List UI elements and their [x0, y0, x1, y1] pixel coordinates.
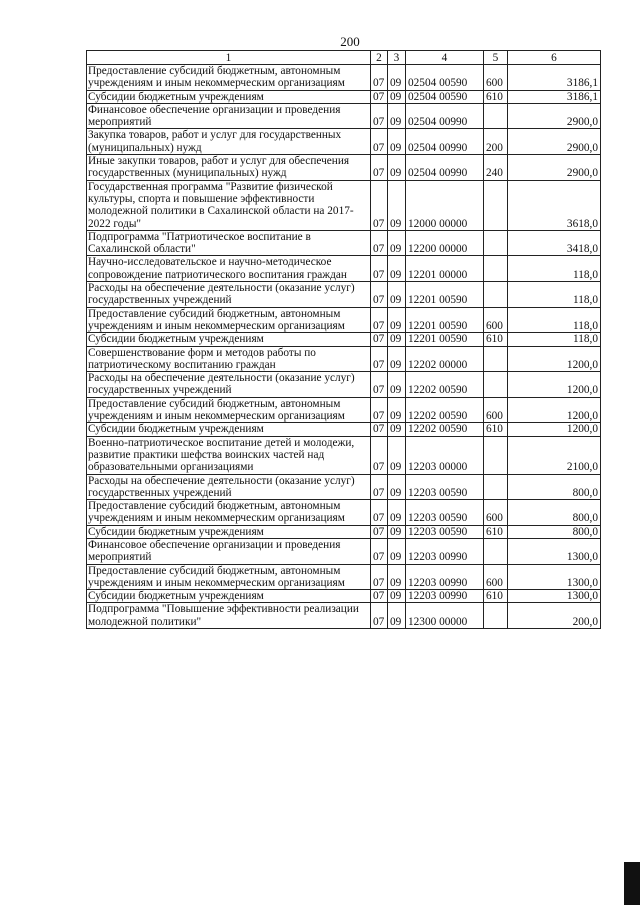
cell-code: 02504 00990 — [406, 103, 484, 129]
cell-sec: 07 — [371, 525, 388, 538]
cell-amount: 3618,0 — [508, 180, 601, 230]
cell-amount: 1200,0 — [508, 397, 601, 423]
cell-code: 02504 00590 — [406, 65, 484, 91]
cell-type: 610 — [484, 90, 508, 103]
cell-type: 610 — [484, 423, 508, 436]
budget-table — [86, 50, 601, 629]
cell-sub: 09 — [388, 307, 406, 333]
cell-type — [484, 372, 508, 398]
column-header: 2 — [371, 51, 388, 65]
cell-name: Закупка товаров, работ и услуг для государственных (муниципальных) нужд — [87, 129, 371, 155]
cell-amount: 800,0 — [508, 525, 601, 538]
cell-name: Субсидии бюджетным учреждениям — [87, 333, 371, 346]
cell-sec: 07 — [371, 103, 388, 129]
cell-sec: 07 — [371, 603, 388, 629]
cell-type: 610 — [484, 333, 508, 346]
cell-amount: 3186,1 — [508, 90, 601, 103]
cell-code: 12203 00990 — [406, 538, 484, 564]
cell-code: 12300 00000 — [406, 603, 484, 629]
table-row — [87, 333, 601, 346]
cell-type: 610 — [484, 590, 508, 603]
cell-sec: 07 — [371, 538, 388, 564]
table-row — [87, 564, 601, 590]
cell-sub: 09 — [388, 423, 406, 436]
cell-sec: 07 — [371, 307, 388, 333]
cell-code: 12203 00990 — [406, 564, 484, 590]
cell-type: 600 — [484, 307, 508, 333]
cell-type — [484, 230, 508, 256]
page-number: 200 — [340, 34, 360, 49]
cell-amount: 3418,0 — [508, 230, 601, 256]
cell-sub: 09 — [388, 129, 406, 155]
cell-name: Предоставление субсидий бюджетным, автономным учреждениям и иным некоммерческим организациям — [87, 564, 371, 590]
cell-name: Научно-исследовательское и научно-методическое сопровождение патриотического воспитания граждан — [87, 256, 371, 282]
cell-amount: 118,0 — [508, 256, 601, 282]
cell-type: 600 — [484, 397, 508, 423]
cell-sub: 09 — [388, 282, 406, 308]
table-row — [87, 474, 601, 500]
table-row — [87, 155, 601, 181]
cell-type: 200 — [484, 129, 508, 155]
table-row — [87, 397, 601, 423]
cell-sec: 07 — [371, 500, 388, 526]
cell-type — [484, 103, 508, 129]
cell-code: 12201 00590 — [406, 307, 484, 333]
cell-type: 600 — [484, 564, 508, 590]
cell-name: Расходы на обеспечение деятельности (оказание услуг) государственных учреждений — [87, 282, 371, 308]
cell-code: 12203 00990 — [406, 590, 484, 603]
table-row — [87, 423, 601, 436]
cell-amount: 1200,0 — [508, 346, 601, 372]
cell-amount: 2900,0 — [508, 103, 601, 129]
cell-amount: 3186,1 — [508, 65, 601, 91]
cell-type — [484, 603, 508, 629]
cell-sec: 07 — [371, 436, 388, 474]
cell-sub: 09 — [388, 230, 406, 256]
cell-name: Расходы на обеспечение деятельности (оказание услуг) государственных учреждений — [87, 372, 371, 398]
cell-sec: 07 — [371, 155, 388, 181]
cell-sub: 09 — [388, 180, 406, 230]
cell-name: Предоставление субсидий бюджетным, автономным учреждениям и иным некоммерческим организациям — [87, 397, 371, 423]
table-row — [87, 372, 601, 398]
cell-amount: 2900,0 — [508, 155, 601, 181]
cell-type: 240 — [484, 155, 508, 181]
cell-name: Предоставление субсидий бюджетным, автономным учреждениям и иным некоммерческим организациям — [87, 500, 371, 526]
cell-type — [484, 256, 508, 282]
cell-code: 12203 00590 — [406, 525, 484, 538]
cell-type — [484, 180, 508, 230]
cell-amount: 1200,0 — [508, 423, 601, 436]
table-row — [87, 436, 601, 474]
table-row — [87, 65, 601, 91]
table-row — [87, 603, 601, 629]
table-row — [87, 538, 601, 564]
cell-sec: 07 — [371, 590, 388, 603]
cell-name: Субсидии бюджетным учреждениям — [87, 590, 371, 603]
cell-sub: 09 — [388, 525, 406, 538]
cell-amount: 118,0 — [508, 333, 601, 346]
cell-amount: 200,0 — [508, 603, 601, 629]
table-row — [87, 590, 601, 603]
cell-sec: 07 — [371, 282, 388, 308]
table-row — [87, 90, 601, 103]
cell-name: Предоставление субсидий бюджетным, автономным учреждениям и иным некоммерческим организациям — [87, 65, 371, 91]
cell-code: 02504 00590 — [406, 90, 484, 103]
cell-amount: 118,0 — [508, 282, 601, 308]
cell-code: 12200 00000 — [406, 230, 484, 256]
cell-sec: 07 — [371, 474, 388, 500]
cell-type — [484, 282, 508, 308]
cell-code: 12000 00000 — [406, 180, 484, 230]
cell-sub: 09 — [388, 372, 406, 398]
cell-sub: 09 — [388, 155, 406, 181]
table-row — [87, 525, 601, 538]
cell-type — [484, 474, 508, 500]
cell-name: Военно-патриотическое воспитание детей и молодежи, развитие практики шефства воинских частей над образовательными организациями — [87, 436, 371, 474]
cell-code: 12203 00590 — [406, 474, 484, 500]
cell-name: Предоставление субсидий бюджетным, автономным учреждениям и иным некоммерческим организациям — [87, 307, 371, 333]
cell-code: 12201 00000 — [406, 256, 484, 282]
cell-name: Финансовое обеспечение организации и проведения мероприятий — [87, 538, 371, 564]
cell-sec: 07 — [371, 230, 388, 256]
cell-sub: 09 — [388, 436, 406, 474]
cell-name: Субсидии бюджетным учреждениям — [87, 525, 371, 538]
cell-sub: 09 — [388, 346, 406, 372]
cell-sec: 07 — [371, 90, 388, 103]
cell-type — [484, 538, 508, 564]
scan-edge-mark — [624, 862, 640, 905]
cell-sub: 09 — [388, 333, 406, 346]
cell-sec: 07 — [371, 333, 388, 346]
cell-sub: 09 — [388, 538, 406, 564]
cell-amount: 1200,0 — [508, 372, 601, 398]
cell-sub: 09 — [388, 500, 406, 526]
cell-sec: 07 — [371, 423, 388, 436]
cell-code: 12202 00590 — [406, 423, 484, 436]
table-row — [87, 103, 601, 129]
table-row — [87, 307, 601, 333]
cell-sec: 07 — [371, 397, 388, 423]
cell-sub: 09 — [388, 564, 406, 590]
column-header: 4 — [406, 51, 484, 65]
table-row — [87, 256, 601, 282]
column-header: 3 — [388, 51, 406, 65]
cell-name: Расходы на обеспечение деятельности (оказание услуг) государственных учреждений — [87, 474, 371, 500]
column-header: 6 — [508, 51, 601, 65]
table-row — [87, 180, 601, 230]
cell-name: Субсидии бюджетным учреждениям — [87, 423, 371, 436]
cell-name: Государственная программа "Развитие физической культуры, спорта и повышение эффективности молодежной политики в Сахалинской области на 2017-2022 годы" — [87, 180, 371, 230]
cell-code: 12201 00590 — [406, 333, 484, 346]
cell-sec: 07 — [371, 65, 388, 91]
cell-type: 600 — [484, 65, 508, 91]
cell-amount: 800,0 — [508, 474, 601, 500]
cell-amount: 2100,0 — [508, 436, 601, 474]
cell-amount: 1300,0 — [508, 538, 601, 564]
cell-sub: 09 — [388, 590, 406, 603]
cell-type: 600 — [484, 500, 508, 526]
cell-sub: 09 — [388, 474, 406, 500]
column-header: 5 — [484, 51, 508, 65]
cell-sub: 09 — [388, 256, 406, 282]
cell-sec: 07 — [371, 372, 388, 398]
cell-sec: 07 — [371, 256, 388, 282]
table-body — [87, 65, 601, 629]
cell-sec: 07 — [371, 346, 388, 372]
cell-sub: 09 — [388, 65, 406, 91]
cell-amount: 1300,0 — [508, 590, 601, 603]
table-row — [87, 500, 601, 526]
cell-code: 12202 00000 — [406, 346, 484, 372]
cell-code: 12202 00590 — [406, 372, 484, 398]
table-header — [87, 51, 601, 65]
cell-name: Подпрограмма "Патриотическое воспитание в Сахалинской области" — [87, 230, 371, 256]
cell-code: 02504 00990 — [406, 155, 484, 181]
cell-type — [484, 436, 508, 474]
cell-sub: 09 — [388, 603, 406, 629]
cell-name: Подпрограмма "Повышение эффективности реализации молодежной политики" — [87, 603, 371, 629]
table-row — [87, 346, 601, 372]
cell-name: Иные закупки товаров, работ и услуг для обеспечения государственных (муниципальных) нужд — [87, 155, 371, 181]
cell-sub: 09 — [388, 90, 406, 103]
cell-sub: 09 — [388, 397, 406, 423]
cell-amount: 800,0 — [508, 500, 601, 526]
cell-type: 610 — [484, 525, 508, 538]
cell-name: Субсидии бюджетным учреждениям — [87, 90, 371, 103]
column-header: 1 — [87, 51, 371, 65]
cell-sub: 09 — [388, 103, 406, 129]
table-row — [87, 230, 601, 256]
cell-name: Совершенствование форм и методов работы по патриотическому воспитанию граждан — [87, 346, 371, 372]
cell-sec: 07 — [371, 564, 388, 590]
cell-name: Финансовое обеспечение организации и проведения мероприятий — [87, 103, 371, 129]
cell-type — [484, 346, 508, 372]
cell-sec: 07 — [371, 180, 388, 230]
cell-amount: 118,0 — [508, 307, 601, 333]
cell-code: 12203 00000 — [406, 436, 484, 474]
cell-amount: 2900,0 — [508, 129, 601, 155]
cell-code: 12201 00590 — [406, 282, 484, 308]
table-row — [87, 282, 601, 308]
cell-code: 12202 00590 — [406, 397, 484, 423]
cell-sec: 07 — [371, 129, 388, 155]
cell-amount: 1300,0 — [508, 564, 601, 590]
table-row — [87, 129, 601, 155]
cell-code: 02504 00990 — [406, 129, 484, 155]
cell-code: 12203 00590 — [406, 500, 484, 526]
